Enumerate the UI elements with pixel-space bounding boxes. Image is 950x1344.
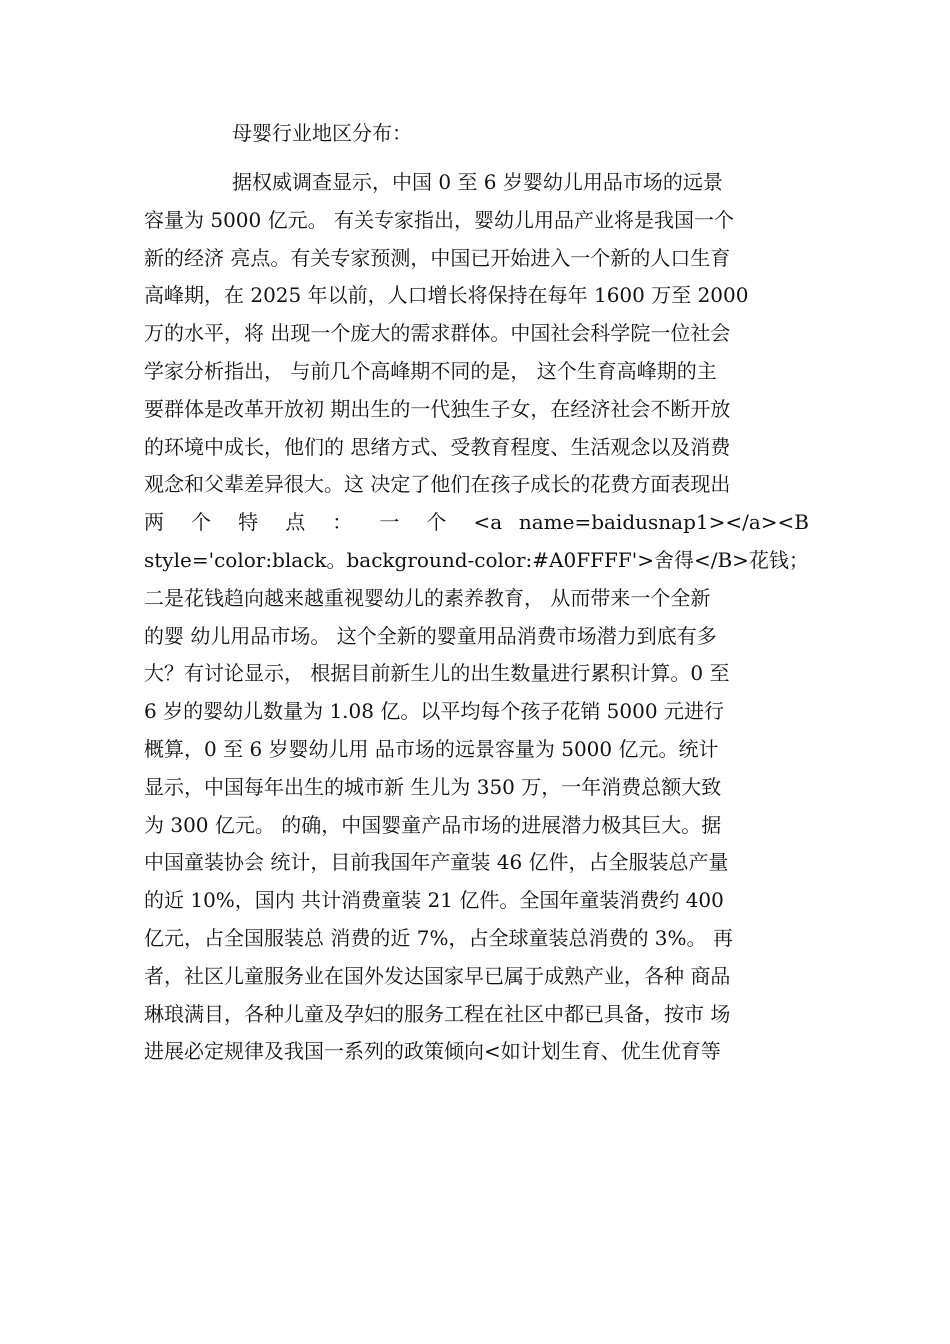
text-line: 容量为 5000 亿元。 有关专家指出，婴幼儿用品产业将是我国一个 <box>144 207 734 232</box>
text-line: style='color:black。background-color:#A0FFFF'>舍得</B>花钱； <box>144 547 809 572</box>
text-line: 要群体是改革开放初 期出生的一代独生子女，在经济社会不断开放 <box>144 396 731 421</box>
text-line: 二是花钱趋向越来越重视婴幼儿的素养教育， 从而带来一个全新 <box>144 585 711 610</box>
text-line: 显示，中国每年出生的城市新 生儿为 350 万，一年消费总额大致 <box>144 774 722 799</box>
text-line: 者，社区儿童服务业在国外发达国家早已属于成熟产业，各种 商品 <box>144 963 731 988</box>
text-line: 进展必定规律及我国一系列的政策倾向<如计划生育、优生优育等 <box>144 1039 721 1064</box>
text-line: 学家分析指出， 与前几个高峰期不同的是， 这个生育高峰期的主 <box>144 358 717 383</box>
text-line: 的婴 幼儿用品市场。 这个全新的婴童用品消费市场潜力到底有多 <box>144 623 717 648</box>
text-line: 据权威调查显示，中国 0 至 6 岁婴幼儿用品市场的远景 <box>232 170 723 194</box>
text-line: 两 个 特 点 ： 一 个 <a name=baidusnap1></a><B <box>144 510 809 535</box>
text-line: 观念和父辈差异很大。这 决定了他们在孩子成长的花费方面表现出 <box>144 472 731 497</box>
text-line: 新的经济 亮点。有关专家预测，中国已开始进入一个新的人口生育 <box>144 245 731 270</box>
body-paragraph <box>144 164 809 1071</box>
text-line: 大？有讨论显示， 根据目前新生儿的出生数量进行累积计算。0 至 <box>144 661 730 686</box>
text-line: 高峰期，在 2025 年以前，人口增长将保持在每年 1600 万至 2000 <box>144 283 749 308</box>
text-line: 为 300 亿元。 的确，中国婴童产品市场的进展潜力极其巨大。据 <box>144 812 722 837</box>
text-line: 中国童装协会 统计，目前我国年产童装 46 亿件，占全服装总产量 <box>144 850 729 875</box>
text-line: 琳琅满目，各种儿童及孕妇的服务工程在社区中都已具备，按市 场 <box>144 1001 731 1026</box>
text-line: 6 岁的婴幼儿数量为 1.08 亿。以平均每个孩子花销 5000 元进行 <box>144 699 724 724</box>
text-line: 亿元，占全国服装总 消费的近 7%，占全球童装总消费的 3%。 再 <box>144 925 733 950</box>
text-line: 概算，0 至 6 岁婴幼儿用 品市场的远景容量为 5000 亿元。统计 <box>144 736 719 761</box>
text-line: 的近 10%，国内 共计消费童装 21 亿件。全国年童装消费约 400 <box>144 888 724 913</box>
text-line: 的环境中成长，他们的 思绪方式、受教育程度、生活观念以及消费 <box>144 434 731 459</box>
section-heading: 母婴行业地区分布： <box>232 121 412 145</box>
text-line: 万的水平，将 出现一个庞大的需求群体。中国社会科学院一位社会 <box>144 321 731 346</box>
